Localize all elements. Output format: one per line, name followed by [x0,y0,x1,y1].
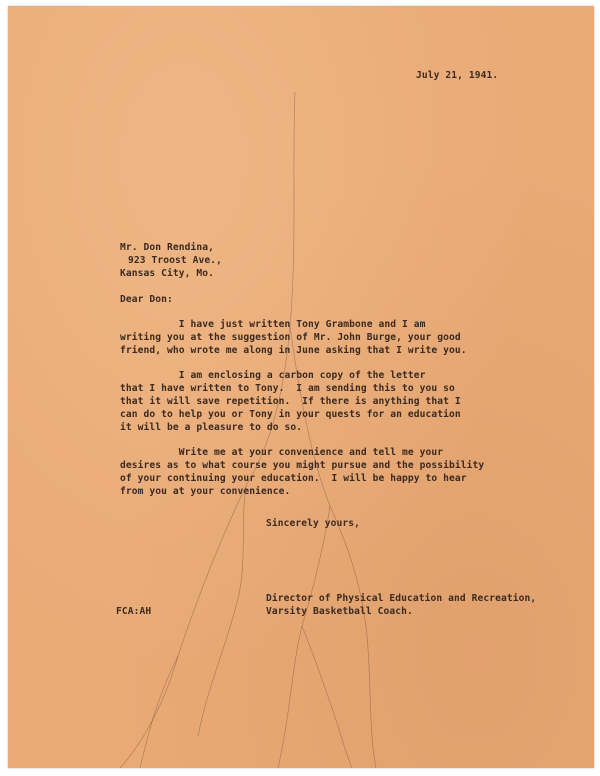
paragraph-1-line-3: friend, who wrote me along in June asking that I write you. [120,345,467,356]
paragraph-3-line-3: of your continuing your education. I will be happy to hear [120,473,467,484]
paragraph-2-line-5: it will be a pleasure to do so. [120,422,303,433]
paragraph-3-line-4: from you at your convenience. [120,486,291,497]
recipient-street: 923 Troost Ave., [128,255,223,266]
paragraph-2-line-2: that I have written to Tony. I am sending this to you so [120,383,455,394]
recipient-name: Mr. Don Rendina, [120,242,215,253]
recipient-city: Kansas City, Mo. [120,268,215,279]
letter-date: July 21, 1941. [416,70,499,81]
paragraph-2-line-1: I am enclosing a carbon copy of the letter [120,370,426,381]
paragraph-3-line-2: desires as to what course you might pursue and the possibility [120,460,485,471]
closing: Sincerely yours, [266,518,361,529]
salutation: Dear Don: [120,294,173,305]
paragraph-1-line-1: I have just written Tony Grambone and I am [120,319,426,330]
signature-title: Director of Physical Education and Recreation, [266,593,537,604]
letter-page [8,6,594,768]
paragraph-2-line-3: that it will save repetition. If there is anything that I [120,396,461,407]
paragraph-3-line-1: Write me at your convenience and tell me your [120,447,444,458]
paragraph-2-line-4: can do to help you or Tony in your quests for an education [120,409,461,420]
typist-initials: FCA:AH [116,606,152,617]
signature-coach: Varsity Basketball Coach. [266,606,413,617]
paragraph-1-line-2: writing you at the suggestion of Mr. John Burge, your good [120,332,461,343]
